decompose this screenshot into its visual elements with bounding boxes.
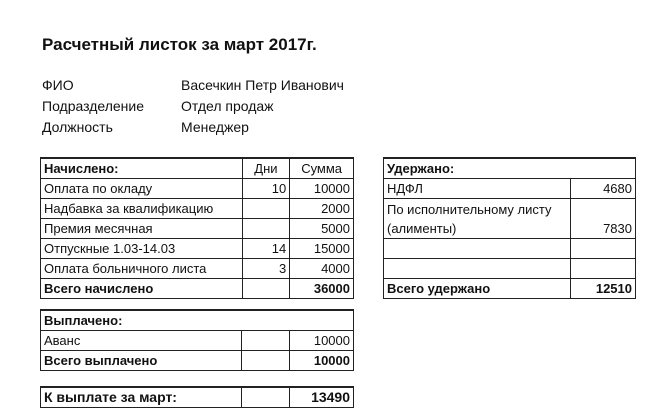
row-label [384, 199, 571, 239]
position-value: Менеджер [181, 119, 249, 135]
table-row [41, 239, 354, 259]
row-sum: 4680 [571, 179, 636, 199]
days-header: Дни [242, 158, 290, 179]
withheld-table [383, 157, 636, 299]
paid-table [40, 309, 354, 371]
total-label: Всего удержано [384, 279, 571, 299]
row-label: Оплата по окладу [41, 179, 243, 199]
accrued-table [40, 157, 354, 299]
total-row [384, 279, 636, 299]
table-row [41, 331, 354, 351]
row-label: Премия месячная [41, 219, 243, 239]
department-value: Отдел продаж [181, 98, 274, 114]
department-label: Подразделение [42, 98, 145, 114]
table-row [41, 219, 354, 239]
row-sum: 10000 [290, 179, 354, 199]
row-days: 10 [242, 179, 290, 199]
position-label: Должность [42, 119, 113, 135]
sum-header: Сумма [290, 158, 354, 179]
payout-label: К выплате за март: [41, 387, 242, 408]
table-header-row [41, 158, 354, 179]
row-label-line2: (алименты) [387, 220, 457, 236]
total-row [41, 279, 354, 299]
row-days: 3 [242, 259, 290, 279]
row-sum: 7830 [571, 199, 636, 239]
table-row [384, 199, 636, 239]
table-header-row [384, 158, 636, 179]
row-label: НДФЛ [384, 179, 571, 199]
row-label: Отпускные 1.03-14.03 [41, 239, 243, 259]
withheld-header: Удержано: [384, 158, 636, 179]
total-value: 36000 [290, 279, 354, 299]
row-sum: 15000 [290, 239, 354, 259]
table-row [41, 259, 354, 279]
total-label: Всего выплачено [41, 351, 242, 371]
empty-row [384, 259, 636, 279]
accrued-header: Начислено: [41, 158, 243, 179]
row-sum: 2000 [290, 199, 354, 219]
row-label: Надбавка за квалификацию [41, 199, 243, 219]
row-days [242, 199, 290, 219]
row-days: 14 [242, 239, 290, 259]
table-row [41, 199, 354, 219]
total-label: Всего начислено [41, 279, 243, 299]
paid-header: Выплачено: [41, 310, 354, 331]
payout-table [40, 386, 354, 408]
fio-value: Васечкин Петр Иванович [181, 77, 344, 93]
empty-row [384, 239, 636, 259]
total-value: 10000 [290, 351, 354, 371]
table-row [384, 179, 636, 199]
row-label: Оплата больничного листа [41, 259, 243, 279]
row-label-line1: По исполнительному листу [387, 201, 552, 217]
row-sum: 4000 [290, 259, 354, 279]
empty-cell [242, 279, 290, 299]
table-row [41, 179, 354, 199]
fio-label: ФИО [42, 77, 74, 93]
row-days [242, 219, 290, 239]
document-title: Расчетный листок за март 2017г. [42, 35, 317, 54]
row-label: Аванс [41, 331, 242, 351]
row-sum: 5000 [290, 219, 354, 239]
total-value: 12510 [571, 279, 636, 299]
payout-value: 13490 [290, 387, 354, 408]
row-sum: 10000 [290, 331, 354, 351]
total-row [41, 351, 354, 371]
table-header-row [41, 310, 354, 331]
payout-row [41, 387, 354, 408]
